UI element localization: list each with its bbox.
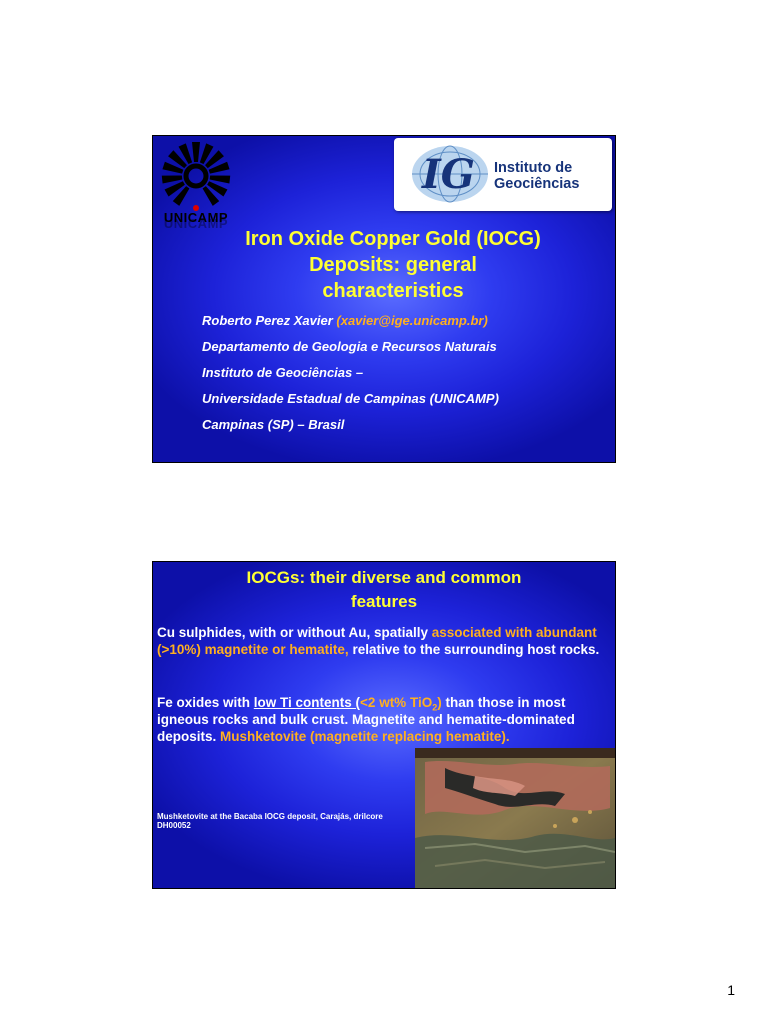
features-slide (152, 561, 616, 889)
paragraph-cu-sulphides (157, 624, 607, 658)
title-line: characteristics (322, 280, 464, 302)
ig-name (494, 160, 579, 192)
highlight-text: Mushketovite (magnetite replacing hematite). (220, 729, 510, 744)
title-line: Deposits: general (309, 254, 477, 276)
highlight-text: <2 wt% TiO (360, 695, 433, 710)
author-name: Roberto Perez Xavier (202, 313, 337, 328)
title-line: features (350, 592, 418, 611)
text-run: Cu sulphides, with or without Au, spatially (157, 625, 432, 640)
instituto-geociencias-logo (394, 138, 612, 211)
mushketovite-drillcore-photo (415, 748, 615, 888)
ig-name-line-1: Instituto de (494, 160, 573, 176)
text-run: than those in most igneous rocks and bulk crust. Magnetite and hematite-dominated deposits. (157, 695, 575, 744)
slide-title (213, 226, 573, 304)
highlight-text: ) (437, 695, 442, 710)
underlined-text: low Ti contents (253, 695, 356, 710)
subscript: 2 (432, 702, 438, 713)
paragraph-fe-oxides (157, 694, 607, 745)
photo-caption: Mushketovite at the Bacaba IOCG deposit, Carajás, drilcore DH00052 (157, 812, 383, 830)
svg-text:IG: IG (422, 151, 475, 198)
author-line (202, 308, 499, 334)
affiliation-line: Departamento de Geologia e Recursos Naturais (202, 339, 497, 354)
slide-title (173, 566, 595, 614)
text-run: relative to the surrounding host rocks. (348, 642, 600, 657)
title-line: IOCGs: their diverse and common (246, 568, 522, 587)
affiliation-line: Instituto de Geociências – (202, 365, 364, 380)
text-run: Fe oxides with (157, 695, 254, 710)
page-number: 1 (727, 982, 735, 998)
title-line: Iron Oxide Copper Gold (IOCG) (245, 228, 541, 250)
ig-globe-icon (400, 142, 490, 207)
author-email: (xavier@ige.unicamp.br) (336, 313, 488, 328)
text-run: ( (355, 695, 361, 710)
highlight-text: associated with abundant (>10%) magnetite or hematite, (157, 625, 597, 657)
title-slide (152, 135, 616, 463)
affiliation-line: Campinas (SP) – Brasil (202, 417, 345, 432)
ig-name-line-2: Geociências (494, 176, 580, 192)
unicamp-logo-text: UNICAMP (163, 210, 229, 225)
author-block (202, 308, 499, 438)
affiliation-line: Universidade Estadual de Campinas (UNICAMP) (202, 391, 499, 406)
